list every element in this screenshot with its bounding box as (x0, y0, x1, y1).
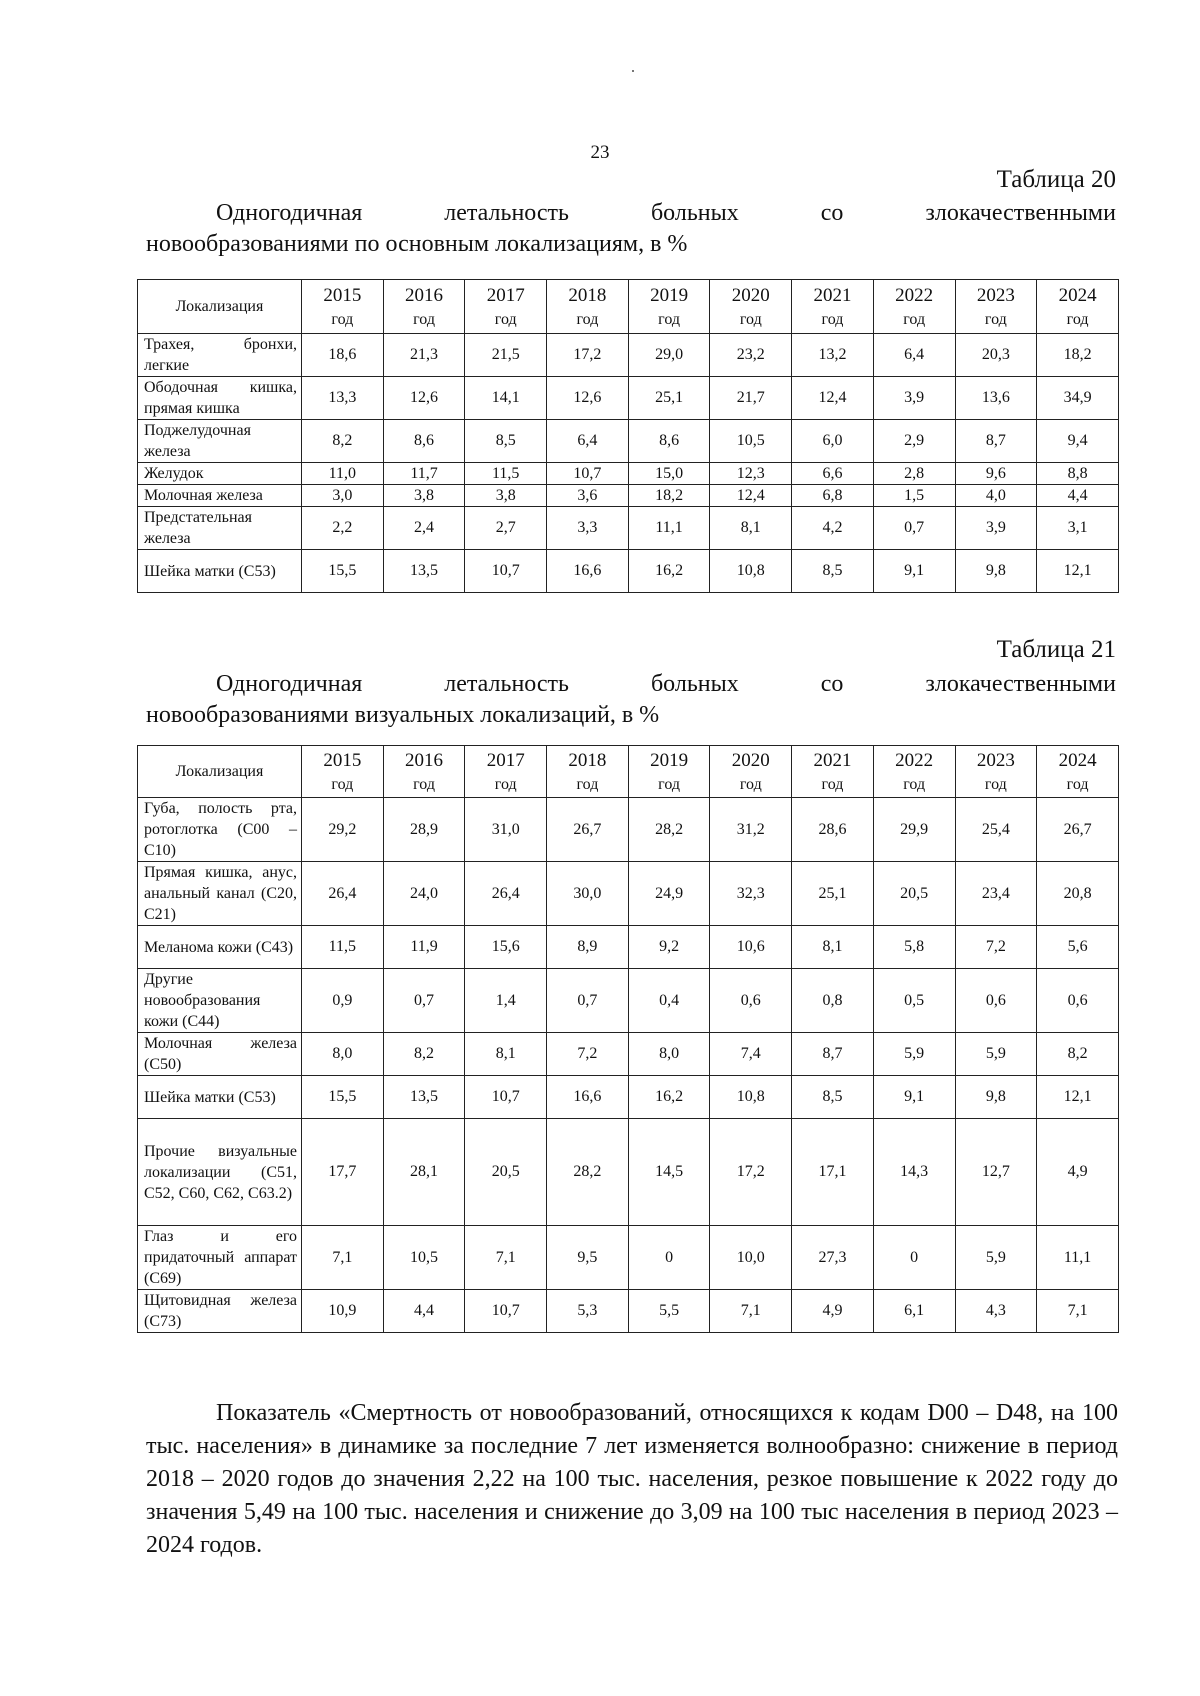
cell-value: 10,5 (383, 1226, 465, 1290)
cell-value: 17,1 (792, 1119, 874, 1226)
cell-value: 8,8 (1037, 463, 1119, 485)
cell-value: 4,0 (955, 485, 1037, 507)
cell-value: 28,2 (547, 1119, 629, 1226)
year-unit: год (1066, 311, 1089, 328)
cell-value: 10,5 (710, 420, 792, 463)
cell-value: 26,4 (465, 862, 547, 926)
column-header-year (710, 280, 792, 334)
year-label: 2017 (486, 285, 525, 306)
cell-value: 20,8 (1037, 862, 1119, 926)
cell-value: 15,5 (302, 550, 384, 593)
column-header-year (383, 280, 465, 334)
year-unit: год (821, 776, 844, 793)
cell-value: 21,7 (710, 377, 792, 420)
column-header-year (955, 280, 1037, 334)
cell-value: 8,0 (628, 1033, 710, 1076)
cell-value: 16,6 (547, 550, 629, 593)
table-row (138, 1033, 1119, 1076)
row-label: Губа, полость рта, ротоглотка (С00 – С10) (138, 798, 302, 862)
cell-value: 28,6 (792, 798, 874, 862)
cell-value: 9,6 (955, 463, 1037, 485)
table-21-caption-line-2: новообразованиями визуальных локализаций, в % (146, 702, 660, 728)
year-label: 2015 (323, 285, 362, 306)
year-label: 2024 (1058, 285, 1097, 306)
cell-value: 6,1 (873, 1290, 955, 1333)
cell-value: 0,7 (873, 507, 955, 550)
year-unit: год (739, 311, 762, 328)
cell-value: 29,9 (873, 798, 955, 862)
cell-value: 0,7 (547, 969, 629, 1033)
table-21-caption (146, 669, 1116, 731)
row-label: Глаз и его придаточный аппарат (С69) (138, 1226, 302, 1290)
body-paragraph: Показатель «Смертность от новообразований, относящихся к кодам D00 – D48, на 100 тыс. населения» в динамике за последние 7 лет изменяется волнообразно: снижение в период 2018 – 2020 годов до значения 2,22 на 100 тыс. населения, резкое повышение к 2022 году до значения 5,49 на 100 тыс. населения и снижение до 3,09 на 100 тыс населения в период 2023 – 2024 годов. (146, 1400, 1118, 1558)
cell-value: 13,5 (383, 1076, 465, 1119)
cell-value: 25,4 (955, 798, 1037, 862)
cell-value: 7,2 (955, 926, 1037, 969)
cell-value: 8,0 (302, 1033, 384, 1076)
caption-word: летальность (444, 200, 569, 226)
cell-value: 0 (873, 1226, 955, 1290)
table-20-caption-line-2: новообразованиями по основным локализациям, в % (146, 231, 688, 257)
cell-value: 9,1 (873, 550, 955, 593)
cell-value: 12,1 (1037, 1076, 1119, 1119)
cell-value: 7,1 (465, 1226, 547, 1290)
year-label: 2023 (976, 285, 1015, 306)
cell-value: 3,0 (302, 485, 384, 507)
row-label: Прочие визуальные локализации (С51, С52, С60, С62, С63.2) (138, 1119, 302, 1226)
cell-value: 10,8 (710, 1076, 792, 1119)
cell-value: 12,3 (710, 463, 792, 485)
cell-value: 3,3 (547, 507, 629, 550)
cell-value: 1,4 (465, 969, 547, 1033)
column-header-year (1037, 280, 1119, 334)
year-label: 2016 (405, 750, 444, 771)
cell-value: 3,6 (547, 485, 629, 507)
caption-word: злокачественными (925, 200, 1116, 226)
cell-value: 16,2 (628, 550, 710, 593)
year-unit: год (494, 776, 517, 793)
caption-word: больных (650, 200, 739, 226)
cell-value: 11,5 (465, 463, 547, 485)
cell-value: 0,7 (383, 969, 465, 1033)
table-21-label: Таблица 21 (996, 636, 1116, 663)
cell-value: 17,2 (547, 334, 629, 377)
cell-value: 9,1 (873, 1076, 955, 1119)
cell-value: 4,4 (383, 1290, 465, 1333)
cell-value: 6,4 (547, 420, 629, 463)
header-row (138, 746, 1119, 798)
cell-value: 11,9 (383, 926, 465, 969)
cell-value: 4,3 (955, 1290, 1037, 1333)
cell-value: 8,1 (792, 926, 874, 969)
year-unit: год (658, 311, 681, 328)
column-header-year (302, 746, 384, 798)
year-unit: год (1066, 776, 1089, 793)
year-unit: год (821, 311, 844, 328)
table-row (138, 420, 1119, 463)
cell-value: 18,6 (302, 334, 384, 377)
cell-value: 5,5 (628, 1290, 710, 1333)
column-header-year (873, 280, 955, 334)
cell-value: 10,6 (710, 926, 792, 969)
cell-value: 16,2 (628, 1076, 710, 1119)
year-unit: год (576, 311, 599, 328)
cell-value: 7,4 (710, 1033, 792, 1076)
cell-value: 13,6 (955, 377, 1037, 420)
row-label: Меланома кожи (С43) (138, 926, 302, 969)
cell-value: 2,4 (383, 507, 465, 550)
cell-value: 13,2 (792, 334, 874, 377)
cell-value: 12,7 (955, 1119, 1037, 1226)
cell-value: 9,8 (955, 550, 1037, 593)
table-row (138, 1290, 1119, 1333)
cell-value: 0,9 (302, 969, 384, 1033)
row-label: Молочная железа (С50) (138, 1033, 302, 1076)
caption-word: со (820, 671, 844, 697)
cell-value: 13,3 (302, 377, 384, 420)
cell-value: 3,9 (873, 377, 955, 420)
cell-value: 0,8 (792, 969, 874, 1033)
cell-value: 5,9 (955, 1226, 1037, 1290)
table-row (138, 463, 1119, 485)
year-label: 2022 (895, 285, 934, 306)
column-header-year (955, 746, 1037, 798)
year-label: 2018 (568, 750, 607, 771)
column-header-year (792, 280, 874, 334)
cell-value: 8,9 (547, 926, 629, 969)
table-row (138, 926, 1119, 969)
header-row (138, 280, 1119, 334)
cell-value: 3,8 (465, 485, 547, 507)
cell-value: 14,3 (873, 1119, 955, 1226)
caption-word: Одногодичная (216, 671, 363, 697)
year-label: 2024 (1058, 750, 1097, 771)
cell-value: 17,2 (710, 1119, 792, 1226)
cell-value: 7,1 (302, 1226, 384, 1290)
year-unit: год (413, 776, 435, 793)
cell-value: 10,0 (710, 1226, 792, 1290)
row-label: Поджелудочная железа (138, 420, 302, 463)
cell-value: 8,7 (955, 420, 1037, 463)
table-row (138, 1226, 1119, 1290)
cell-value: 8,5 (792, 1076, 874, 1119)
year-label: 2022 (895, 750, 934, 771)
table-row (138, 507, 1119, 550)
table-row (138, 969, 1119, 1033)
year-label: 2019 (650, 285, 689, 306)
cell-value: 14,5 (628, 1119, 710, 1226)
column-header-year (547, 280, 629, 334)
cell-value: 21,3 (383, 334, 465, 377)
cell-value: 12,1 (1037, 550, 1119, 593)
cell-value: 2,8 (873, 463, 955, 485)
year-unit: год (494, 311, 517, 328)
row-label: Другие новообразования кожи (С44) (138, 969, 302, 1033)
year-label: 2019 (650, 750, 689, 771)
cell-value: 10,8 (710, 550, 792, 593)
cell-value: 9,2 (628, 926, 710, 969)
cell-value: 4,9 (1037, 1119, 1119, 1226)
cell-value: 12,6 (547, 377, 629, 420)
column-header-year (1037, 746, 1119, 798)
cell-value: 7,1 (1037, 1290, 1119, 1333)
cell-value: 8,6 (628, 420, 710, 463)
row-label: Шейка матки (С53) (138, 1076, 302, 1119)
cell-value: 6,6 (792, 463, 874, 485)
row-label: Молочная железа (138, 485, 302, 507)
cell-value: 16,6 (547, 1076, 629, 1119)
row-label: Трахея, бронхи, легкие (138, 334, 302, 377)
cell-value: 18,2 (1037, 334, 1119, 377)
table-21-caption-line-1 (146, 669, 1116, 700)
cell-value: 8,6 (383, 420, 465, 463)
cell-value: 10,7 (547, 463, 629, 485)
cell-value: 8,7 (792, 1033, 874, 1076)
table-20 (137, 279, 1119, 593)
year-label: 2018 (568, 285, 607, 306)
year-unit: год (903, 311, 926, 328)
year-unit: год (576, 776, 599, 793)
caption-word: со (820, 200, 844, 226)
year-unit: год (331, 776, 354, 793)
cell-value: 20,5 (873, 862, 955, 926)
table-row (138, 1119, 1119, 1226)
cell-value: 5,9 (955, 1033, 1037, 1076)
table-row (138, 377, 1119, 420)
table-row (138, 798, 1119, 862)
cell-value: 4,9 (792, 1290, 874, 1333)
cell-value: 11,0 (302, 463, 384, 485)
cell-value: 25,1 (628, 377, 710, 420)
year-label: 2015 (323, 750, 362, 771)
year-unit: год (658, 776, 681, 793)
year-unit: год (984, 311, 1007, 328)
year-label: 2021 (813, 750, 852, 771)
cell-value: 31,2 (710, 798, 792, 862)
column-header-year (628, 280, 710, 334)
row-label: Желудок (138, 463, 302, 485)
cell-value: 5,9 (873, 1033, 955, 1076)
column-header-year (792, 746, 874, 798)
column-header-year (710, 746, 792, 798)
cell-value: 1,5 (873, 485, 955, 507)
cell-value: 8,5 (792, 550, 874, 593)
cell-value: 30,0 (547, 862, 629, 926)
cell-value: 27,3 (792, 1226, 874, 1290)
table-row (138, 862, 1119, 926)
scan-speck (632, 70, 634, 72)
cell-value: 3,9 (955, 507, 1037, 550)
cell-value: 21,5 (465, 334, 547, 377)
table-row (138, 334, 1119, 377)
cell-value: 0,6 (955, 969, 1037, 1033)
cell-value: 3,8 (383, 485, 465, 507)
cell-value: 23,4 (955, 862, 1037, 926)
cell-value: 8,1 (465, 1033, 547, 1076)
column-header-year (302, 280, 384, 334)
year-unit: год (903, 776, 926, 793)
cell-value: 4,2 (792, 507, 874, 550)
cell-value: 8,2 (383, 1033, 465, 1076)
column-header-year (547, 746, 629, 798)
cell-value: 23,2 (710, 334, 792, 377)
cell-value: 11,5 (302, 926, 384, 969)
cell-value: 2,9 (873, 420, 955, 463)
year-unit: год (984, 776, 1007, 793)
cell-value: 20,5 (465, 1119, 547, 1226)
caption-word: летальность (444, 671, 569, 697)
table-row (138, 550, 1119, 593)
cell-value: 25,1 (792, 862, 874, 926)
cell-value: 10,9 (302, 1290, 384, 1333)
row-label: Прямая кишка, анус, анальный канал (С20, С21) (138, 862, 302, 926)
cell-value: 9,4 (1037, 420, 1119, 463)
year-label: 2017 (486, 750, 525, 771)
cell-value: 29,2 (302, 798, 384, 862)
cell-value: 26,7 (547, 798, 629, 862)
cell-value: 26,4 (302, 862, 384, 926)
year-label: 2020 (731, 285, 770, 306)
cell-value: 8,5 (465, 420, 547, 463)
cell-value: 3,1 (1037, 507, 1119, 550)
caption-word: Одногодичная (216, 200, 363, 226)
cell-value: 17,7 (302, 1119, 384, 1226)
cell-value: 13,5 (383, 550, 465, 593)
cell-value: 5,8 (873, 926, 955, 969)
cell-value: 8,2 (302, 420, 384, 463)
cell-value: 11,1 (628, 507, 710, 550)
cell-value: 0,6 (1037, 969, 1119, 1033)
cell-value: 11,1 (1037, 1226, 1119, 1290)
cell-value: 20,3 (955, 334, 1037, 377)
table-20-caption-line-1 (146, 198, 1116, 229)
cell-value: 4,4 (1037, 485, 1119, 507)
cell-value: 10,7 (465, 1290, 547, 1333)
table-21 (137, 745, 1119, 1333)
table-20-label: Таблица 20 (996, 166, 1116, 193)
year-unit: год (331, 311, 354, 328)
cell-value: 12,4 (710, 485, 792, 507)
cell-value: 12,4 (792, 377, 874, 420)
cell-value: 9,5 (547, 1226, 629, 1290)
cell-value: 26,7 (1037, 798, 1119, 862)
cell-value: 2,2 (302, 507, 384, 550)
cell-value: 24,0 (383, 862, 465, 926)
column-header-year (628, 746, 710, 798)
year-unit: год (739, 776, 762, 793)
column-header-localization: Локализация (138, 746, 302, 798)
cell-value: 7,1 (710, 1290, 792, 1333)
row-label: Шейка матки (С53) (138, 550, 302, 593)
cell-value: 8,1 (710, 507, 792, 550)
cell-value: 8,2 (1037, 1033, 1119, 1076)
cell-value: 9,8 (955, 1076, 1037, 1119)
column-header-year (383, 746, 465, 798)
cell-value: 0,6 (710, 969, 792, 1033)
row-label: Ободочная кишка, прямая кишка (138, 377, 302, 420)
year-label: 2020 (731, 750, 770, 771)
caption-word: злокачественными (925, 671, 1116, 697)
year-label: 2023 (976, 750, 1015, 771)
page-number: 23 (590, 142, 610, 163)
cell-value: 6,4 (873, 334, 955, 377)
cell-value: 10,7 (465, 550, 547, 593)
cell-value: 6,0 (792, 420, 874, 463)
column-header-localization: Локализация (138, 280, 302, 334)
year-unit: год (413, 311, 435, 328)
cell-value: 7,2 (547, 1033, 629, 1076)
cell-value: 14,1 (465, 377, 547, 420)
cell-value: 11,7 (383, 463, 465, 485)
cell-value: 0,5 (873, 969, 955, 1033)
cell-value: 31,0 (465, 798, 547, 862)
table-row (138, 485, 1119, 507)
cell-value: 12,6 (383, 377, 465, 420)
year-label: 2021 (813, 285, 852, 306)
row-label: Предстательная железа (138, 507, 302, 550)
year-label: 2016 (405, 285, 444, 306)
cell-value: 28,9 (383, 798, 465, 862)
cell-value: 15,5 (302, 1076, 384, 1119)
cell-value: 5,3 (547, 1290, 629, 1333)
cell-value: 28,1 (383, 1119, 465, 1226)
cell-value: 10,7 (465, 1076, 547, 1119)
cell-value: 2,7 (465, 507, 547, 550)
row-label: Щитовидная железа (С73) (138, 1290, 302, 1333)
cell-value: 15,0 (628, 463, 710, 485)
cell-value: 0,4 (628, 969, 710, 1033)
cell-value: 5,6 (1037, 926, 1119, 969)
cell-value: 0 (628, 1226, 710, 1290)
cell-value: 29,0 (628, 334, 710, 377)
cell-value: 6,8 (792, 485, 874, 507)
column-header-year (465, 280, 547, 334)
cell-value: 32,3 (710, 862, 792, 926)
caption-word: больных (650, 671, 739, 697)
cell-value: 34,9 (1037, 377, 1119, 420)
table-20-caption (146, 198, 1116, 260)
cell-value: 28,2 (628, 798, 710, 862)
cell-value: 15,6 (465, 926, 547, 969)
column-header-year (465, 746, 547, 798)
column-header-year (873, 746, 955, 798)
cell-value: 18,2 (628, 485, 710, 507)
table-row (138, 1076, 1119, 1119)
cell-value: 24,9 (628, 862, 710, 926)
